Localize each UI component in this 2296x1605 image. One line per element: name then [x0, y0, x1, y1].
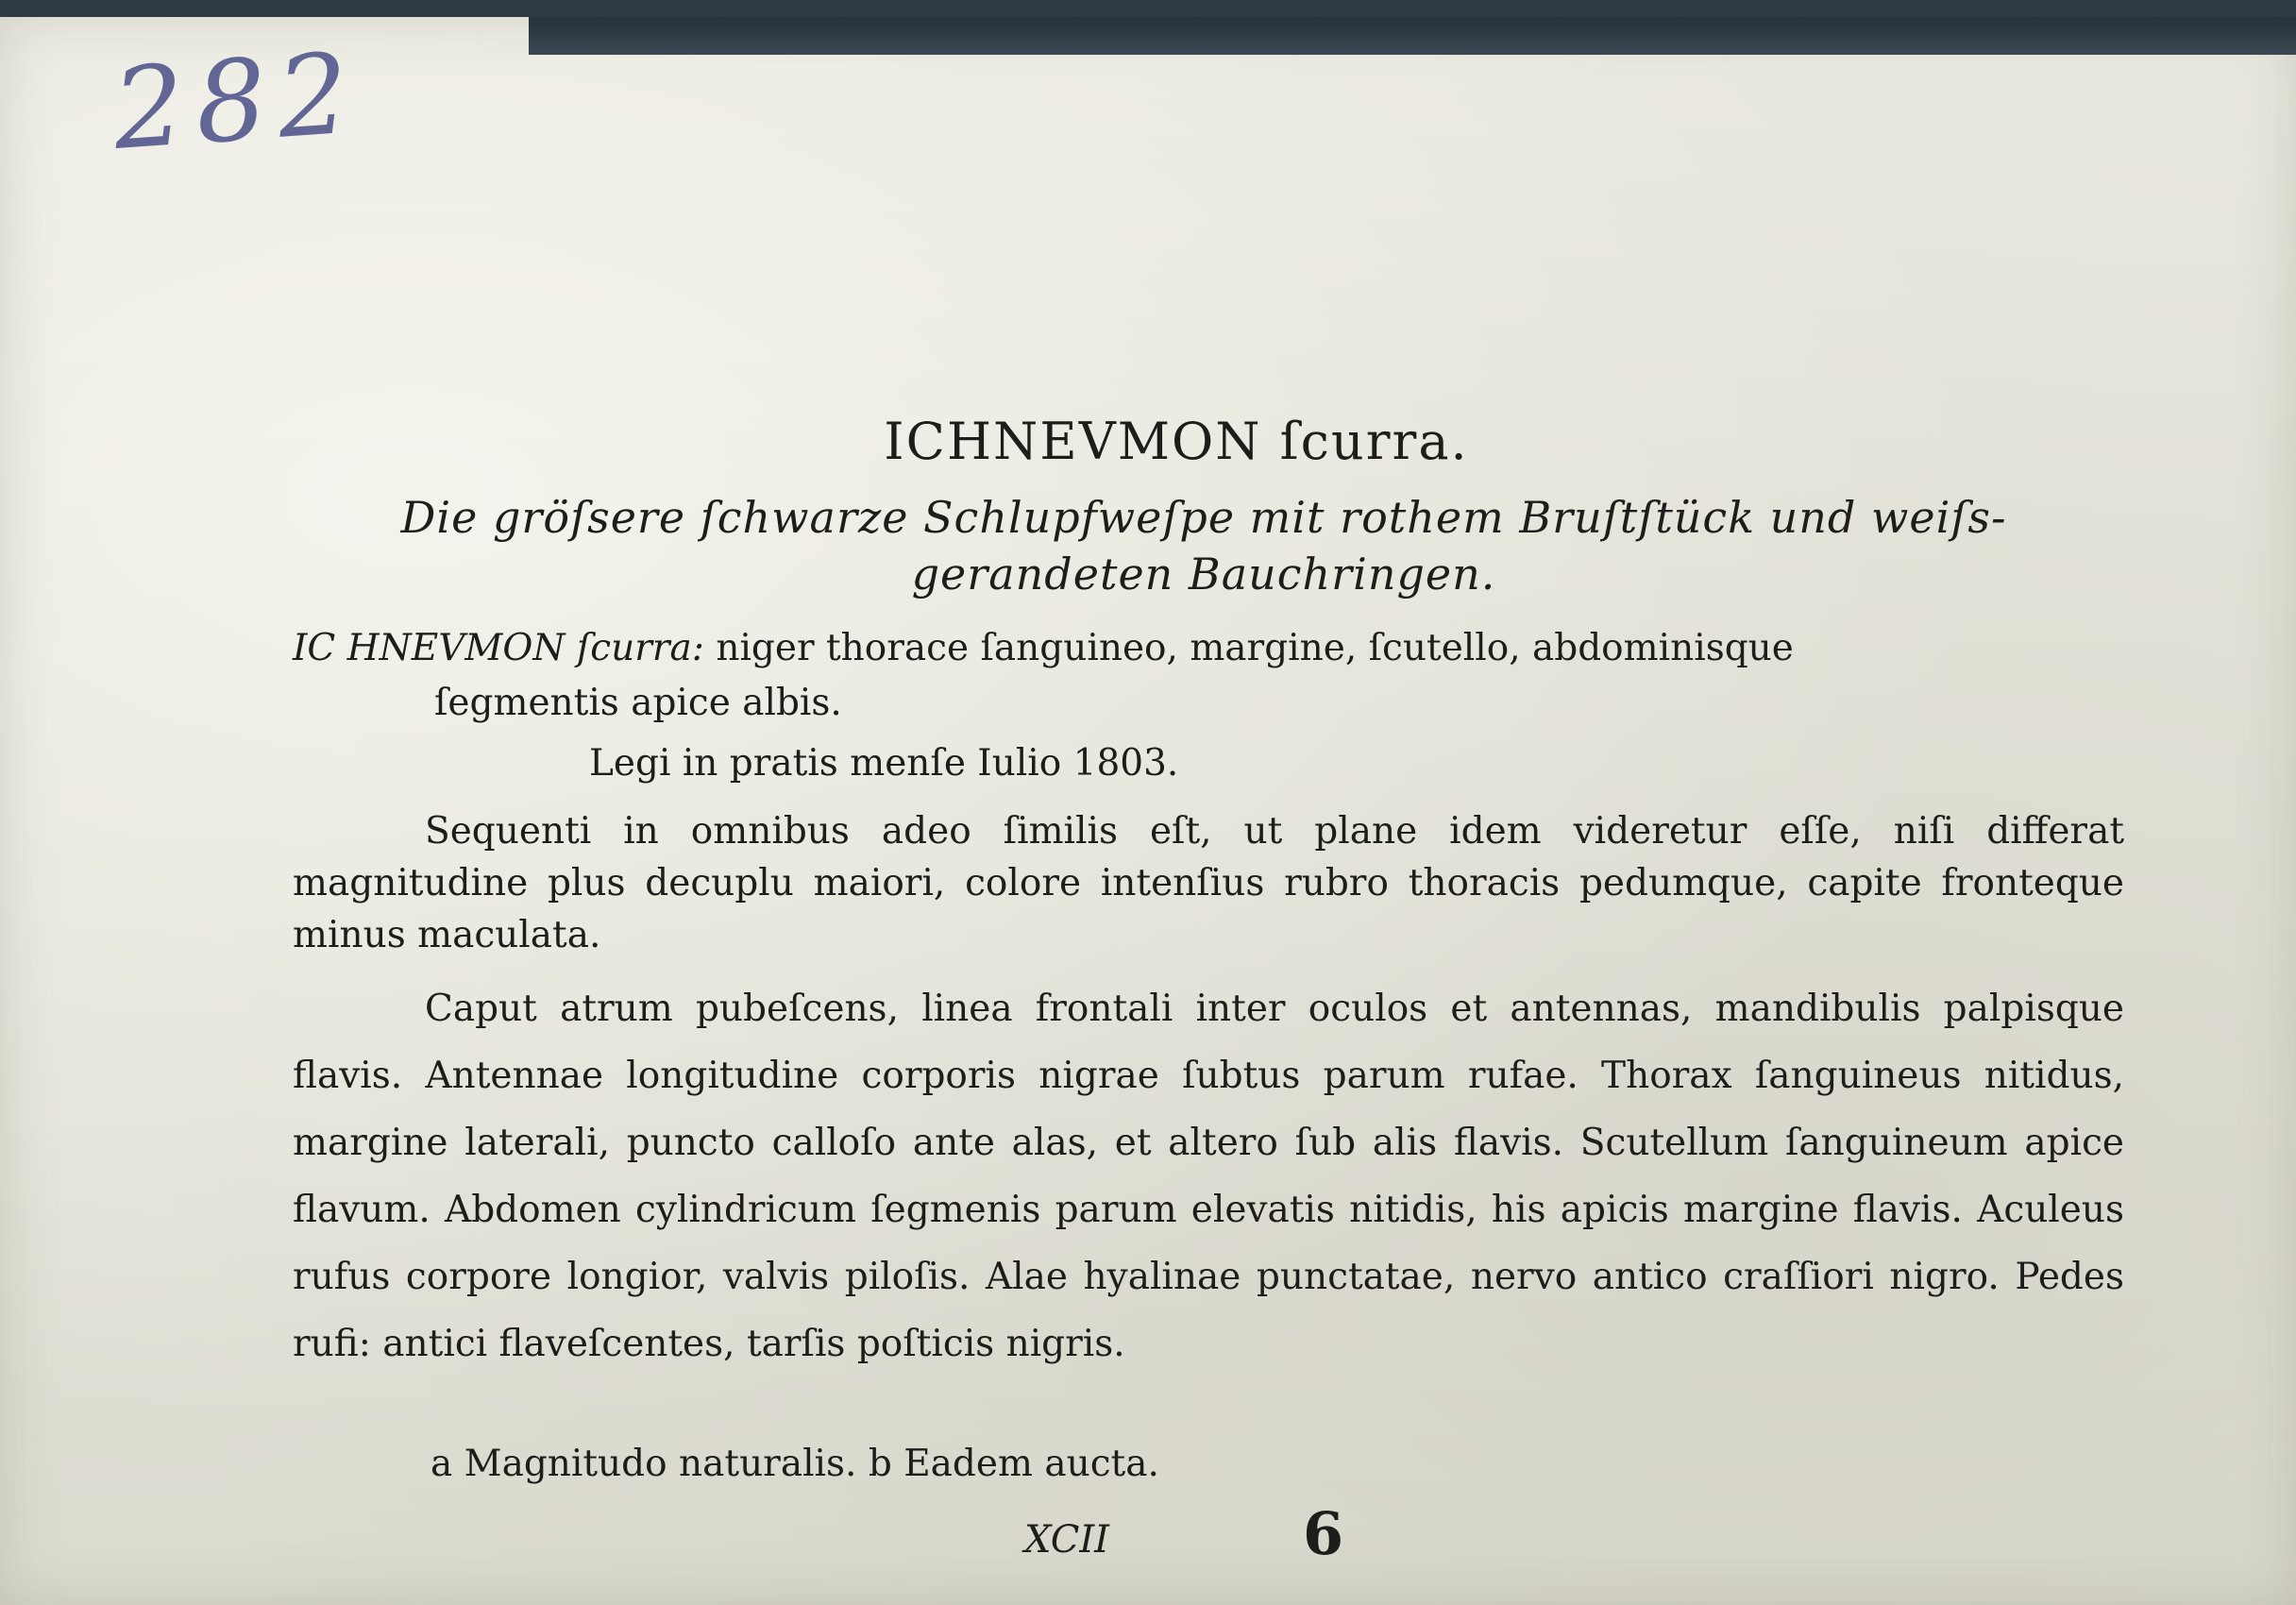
diagnosis-continuation: ſegmentis apice albis.	[434, 682, 842, 724]
scan-background-strip	[529, 17, 2296, 55]
page-number: 6	[1303, 1499, 1344, 1568]
description-paragraph: Caput atrum pubeſcens, linea frontali inter oculos et antennas, mandibulis palpisque flavis. Antennae longitudine corporis nigrae ſubtus parum rufae. Thorax ſanguineus nitidus, margine laterali, puncto calloſo ante alas, et altero ſub alis flavis. Scutellum ſanguineum apice flavum. Abdomen cylindricum ſegmenis parum elevatis nitidis, his apicis margine flavis. Aculeus rufus corpore longior, valvis piloſis. Alae hyalinae punctatae, nervo antico craſſiori nigro. Pedes rufi: antici flaveſcentes, tarſis poſticis nigris.	[293, 988, 2124, 1365]
comparison-paragraph: Sequenti in omnibus adeo ſimilis eſt, ut plane idem videretur eſſe, niſi differat magnitudine plus decuplu maiori, colore intenſius rubro thoracis pedumque, capite fronteque minus maculata.	[293, 810, 2124, 956]
handwritten-number: 282	[109, 27, 364, 175]
collection-locality: Legi in pratis menſe Iulio 1803.	[589, 742, 1179, 785]
diagnosis-text: niger thorace ſanguineo, margine, ſcutello, abdominisque	[716, 627, 1794, 669]
document-page	[0, 17, 2296, 1605]
species-title: ICHNEVMON ſcurra.	[884, 412, 1469, 471]
plate-number: XCII	[1024, 1518, 1109, 1562]
figure-legend: a Magnitudo naturalis. b Eadem aucta.	[430, 1443, 1159, 1485]
german-subtitle: Die gröſsere ſchwarze Schlupfweſpe mit rothem Bruſtſtück und weiſs-gerandeten Bauchringen.	[400, 492, 2007, 600]
latin-diagnosis	[293, 621, 2124, 731]
diagnosis-lead: IC HNEVMON ſcurra:	[293, 627, 704, 669]
